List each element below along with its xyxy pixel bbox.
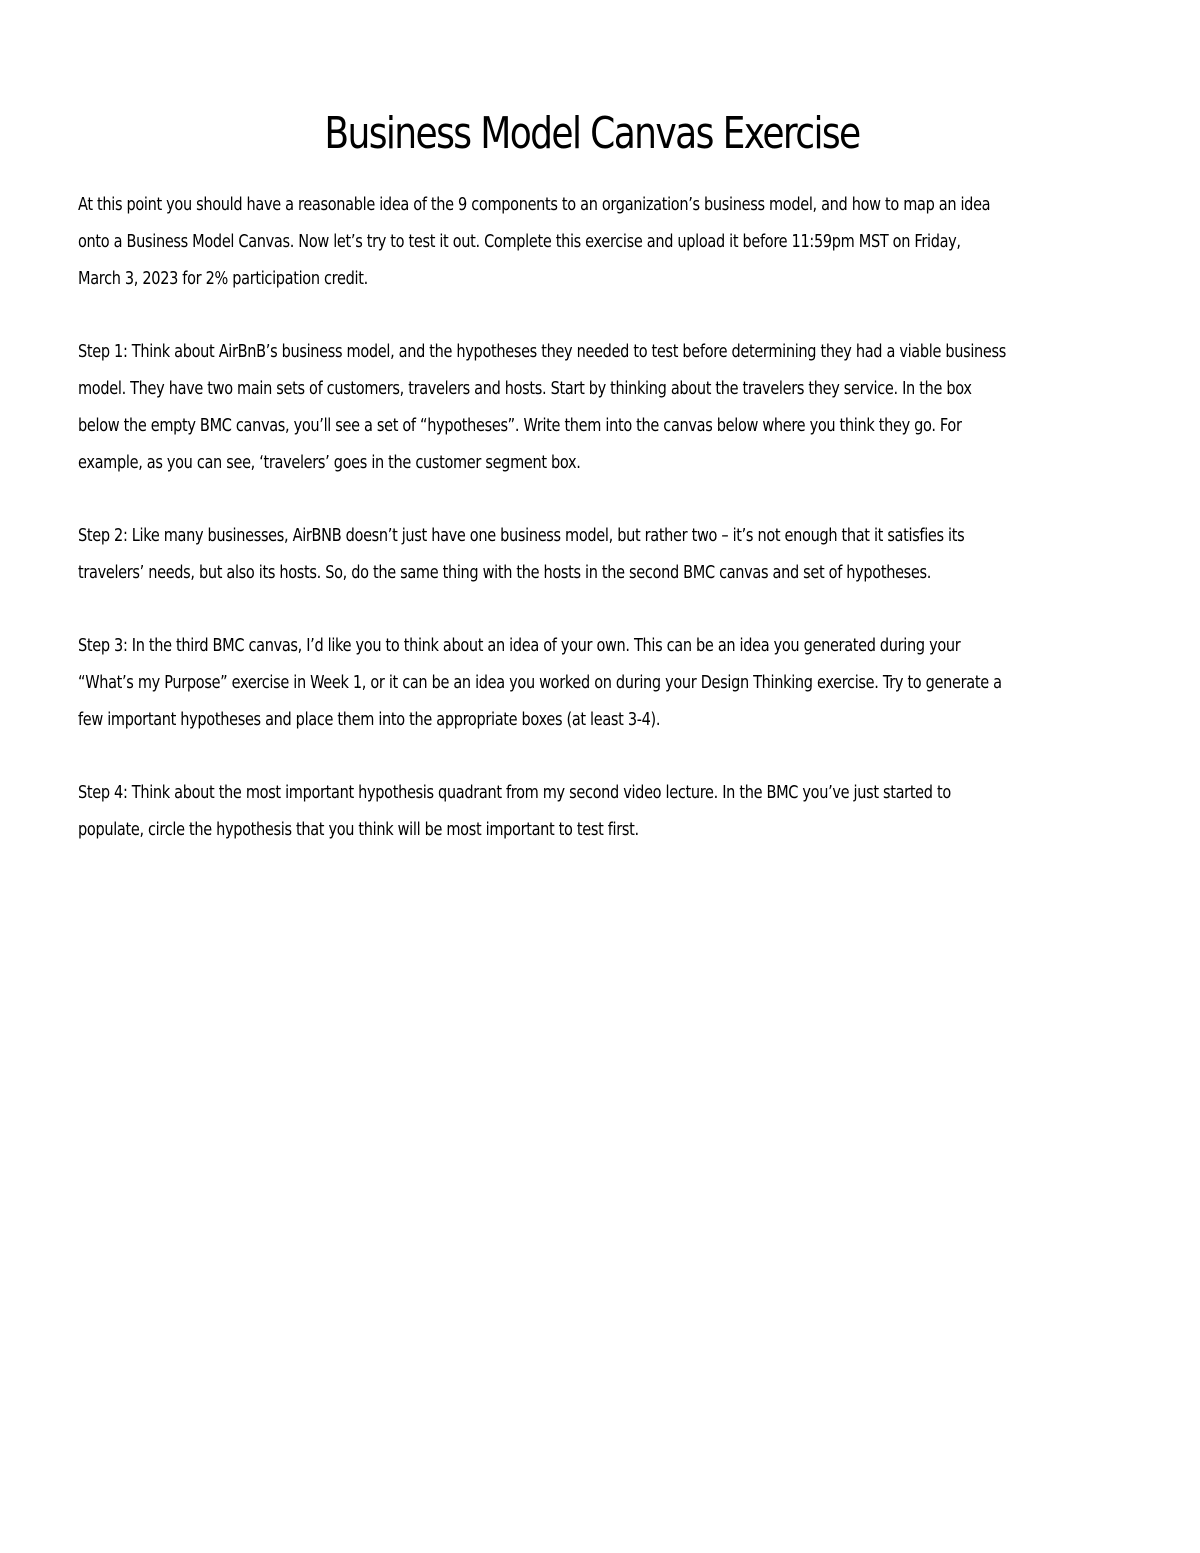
paragraph-line: At this point you should have a reasonable idea of the 9 components to an organization’s business model, and how to map an idea bbox=[78, 194, 991, 215]
step-4-paragraph bbox=[78, 774, 1102, 848]
paragraph-line: few important hypotheses and place them into the appropriate boxes (at least 3-4). bbox=[78, 709, 661, 730]
step-2-paragraph bbox=[78, 517, 1102, 591]
paragraph-line: example, as you can see, ‘travelers’ goes in the customer segment box. bbox=[78, 452, 581, 473]
paragraph-line: populate, circle the hypothesis that you think will be most important to test first. bbox=[78, 819, 639, 840]
paragraph-line: model. They have two main sets of customers, travelers and hosts. Start by thinking about the travelers they service. In the box bbox=[78, 378, 972, 399]
document-title: Business Model Canvas Exercise bbox=[324, 108, 860, 159]
paragraph-line: onto a Business Model Canvas. Now let’s try to test it out. Complete this exercise and upload it before 11:59pm MST on Friday, bbox=[78, 231, 961, 252]
paragraph-line: travelers’ needs, but also its hosts. So, do the same thing with the hosts in the second BMC canvas and set of hypotheses. bbox=[78, 562, 932, 583]
paragraph-line: Step 3: In the third BMC canvas, I’d like you to think about an idea of your own. This can be an idea you generated during your bbox=[78, 635, 961, 656]
paragraph-line: Step 1: Think about AirBnB’s business model, and the hypotheses they needed to test before determining they had a viable business bbox=[78, 341, 1007, 362]
paragraph-line: “What’s my Purpose” exercise in Week 1, or it can be an idea you worked on during your Design Thinking exercise. Try to generate a bbox=[78, 672, 1002, 693]
step-3-paragraph bbox=[78, 627, 1102, 738]
paragraph-line: Step 4: Think about the most important hypothesis quadrant from my second video lecture. In the BMC you’ve just started to bbox=[78, 782, 951, 803]
intro-paragraph bbox=[78, 186, 1102, 297]
paragraph-line: below the empty BMC canvas, you’ll see a set of “hypotheses”. Write them into the canvas below where you think they go. For bbox=[78, 415, 962, 436]
paragraph-line: March 3, 2023 for 2% participation credit. bbox=[78, 268, 368, 289]
step-1-paragraph bbox=[78, 333, 1102, 481]
paragraph-line: Step 2: Like many businesses, AirBNB doesn’t just have one business model, but rather two – it’s not enough that it satisfies its bbox=[78, 525, 965, 546]
